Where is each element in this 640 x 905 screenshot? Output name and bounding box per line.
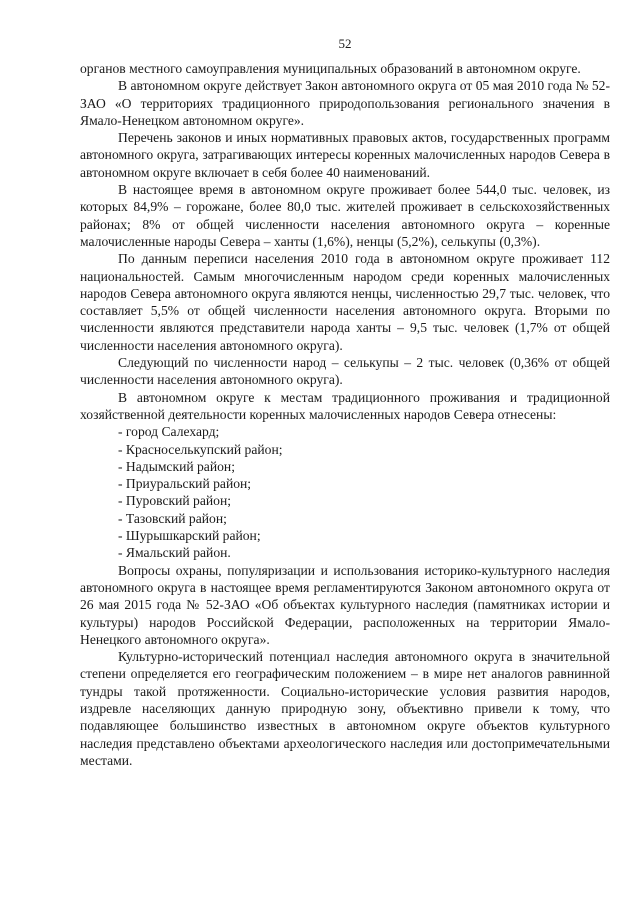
paragraph: По данным переписи населения 2010 года в автономном округе проживает 112 национальностей. Самым многочисленным народом среди коренных малочисленных народов Севера автономного округа являются ненцы, численностью 29,7 тыс. человек, что составляет 5,5% от общей численности населения автономного округа. Вторыми по численности являются представители народа ханты – 9,5 тыс. человек (1,7% от общей численности населения автономного округа). — [80, 251, 610, 353]
paragraph: Вопросы охраны, популяризации и использования историко-культурного наследия автономного округа в настоящее время регламентируются Законом автономного округа от 26 мая 2015 года № 52-ЗАО «Об объектах культурного наследия (памятниках истории и культуры) народов Российской Федерации, расположенных на территории Ямало-Ненецкого автономного округа». — [80, 562, 610, 647]
list-item: - Ямальский район. — [118, 545, 231, 561]
paragraph: Перечень законов и иных нормативных правовых актов, государственных программ автономного округа, затрагивающих интересы коренных малочисленных народов Севера в автономном округе включает в себя более 40 наименований. — [80, 130, 610, 180]
list-item: - Надымский район; — [118, 458, 235, 474]
paragraph: Следующий по численности народ – селькупы – 2 тыс. человек (0,36% от общей численности населения автономного округа). — [80, 355, 610, 388]
paragraph: Культурно-исторический потенциал наследия автономного округа в значительной степени определяется его географическим положением – в мире нет аналогов равнинной тундры такой протяженности. Социально-исторические условия развития народов, издревле населяющих данную природную зону, объективно привели к тому, что подавляющее большинство известных в автономном округе объектов культурного наследия представлено объектами археологического наследия или достопримечательными местами. — [80, 649, 610, 768]
page-number: 52 — [338, 36, 352, 51]
list-item: - Приуральский район; — [118, 476, 252, 492]
paragraph: В автономном округе к местам традиционного проживания и традиционной хозяйственной деятельности коренных малочисленных народов Севера отнесены: — [80, 389, 610, 422]
paragraph: органов местного самоуправления муниципальных образований в автономном округе. — [80, 61, 581, 76]
paragraph: В автономном округе действует Закон автономного округа от 05 мая 2010 года № 52-ЗАО «О территориях традиционного природопользования регионального значения в Ямало-Ненецком автономном округе». — [80, 78, 611, 128]
list-item: - Пуровский район; — [118, 493, 232, 509]
list-item: - Красноселькупский район; — [118, 441, 283, 457]
list-item: - Шурышкарский район; — [118, 528, 261, 544]
district-list — [80, 423, 610, 561]
paragraph: В настоящее время в автономном округе проживает более 544,0 тыс. человек, из которых 84,9% – горожане, более 80,0 тыс. жителей проживает в сельскохозяйственных районах; 8% от общей численности населения автономного округа – коренные малочисленные народы Севера – ханты (1,6%), ненцы (5,2%), селькупы (0,3%). — [80, 182, 610, 249]
list-item: - Тазовский район; — [118, 510, 227, 526]
list-item: - город Салехард; — [118, 424, 220, 440]
